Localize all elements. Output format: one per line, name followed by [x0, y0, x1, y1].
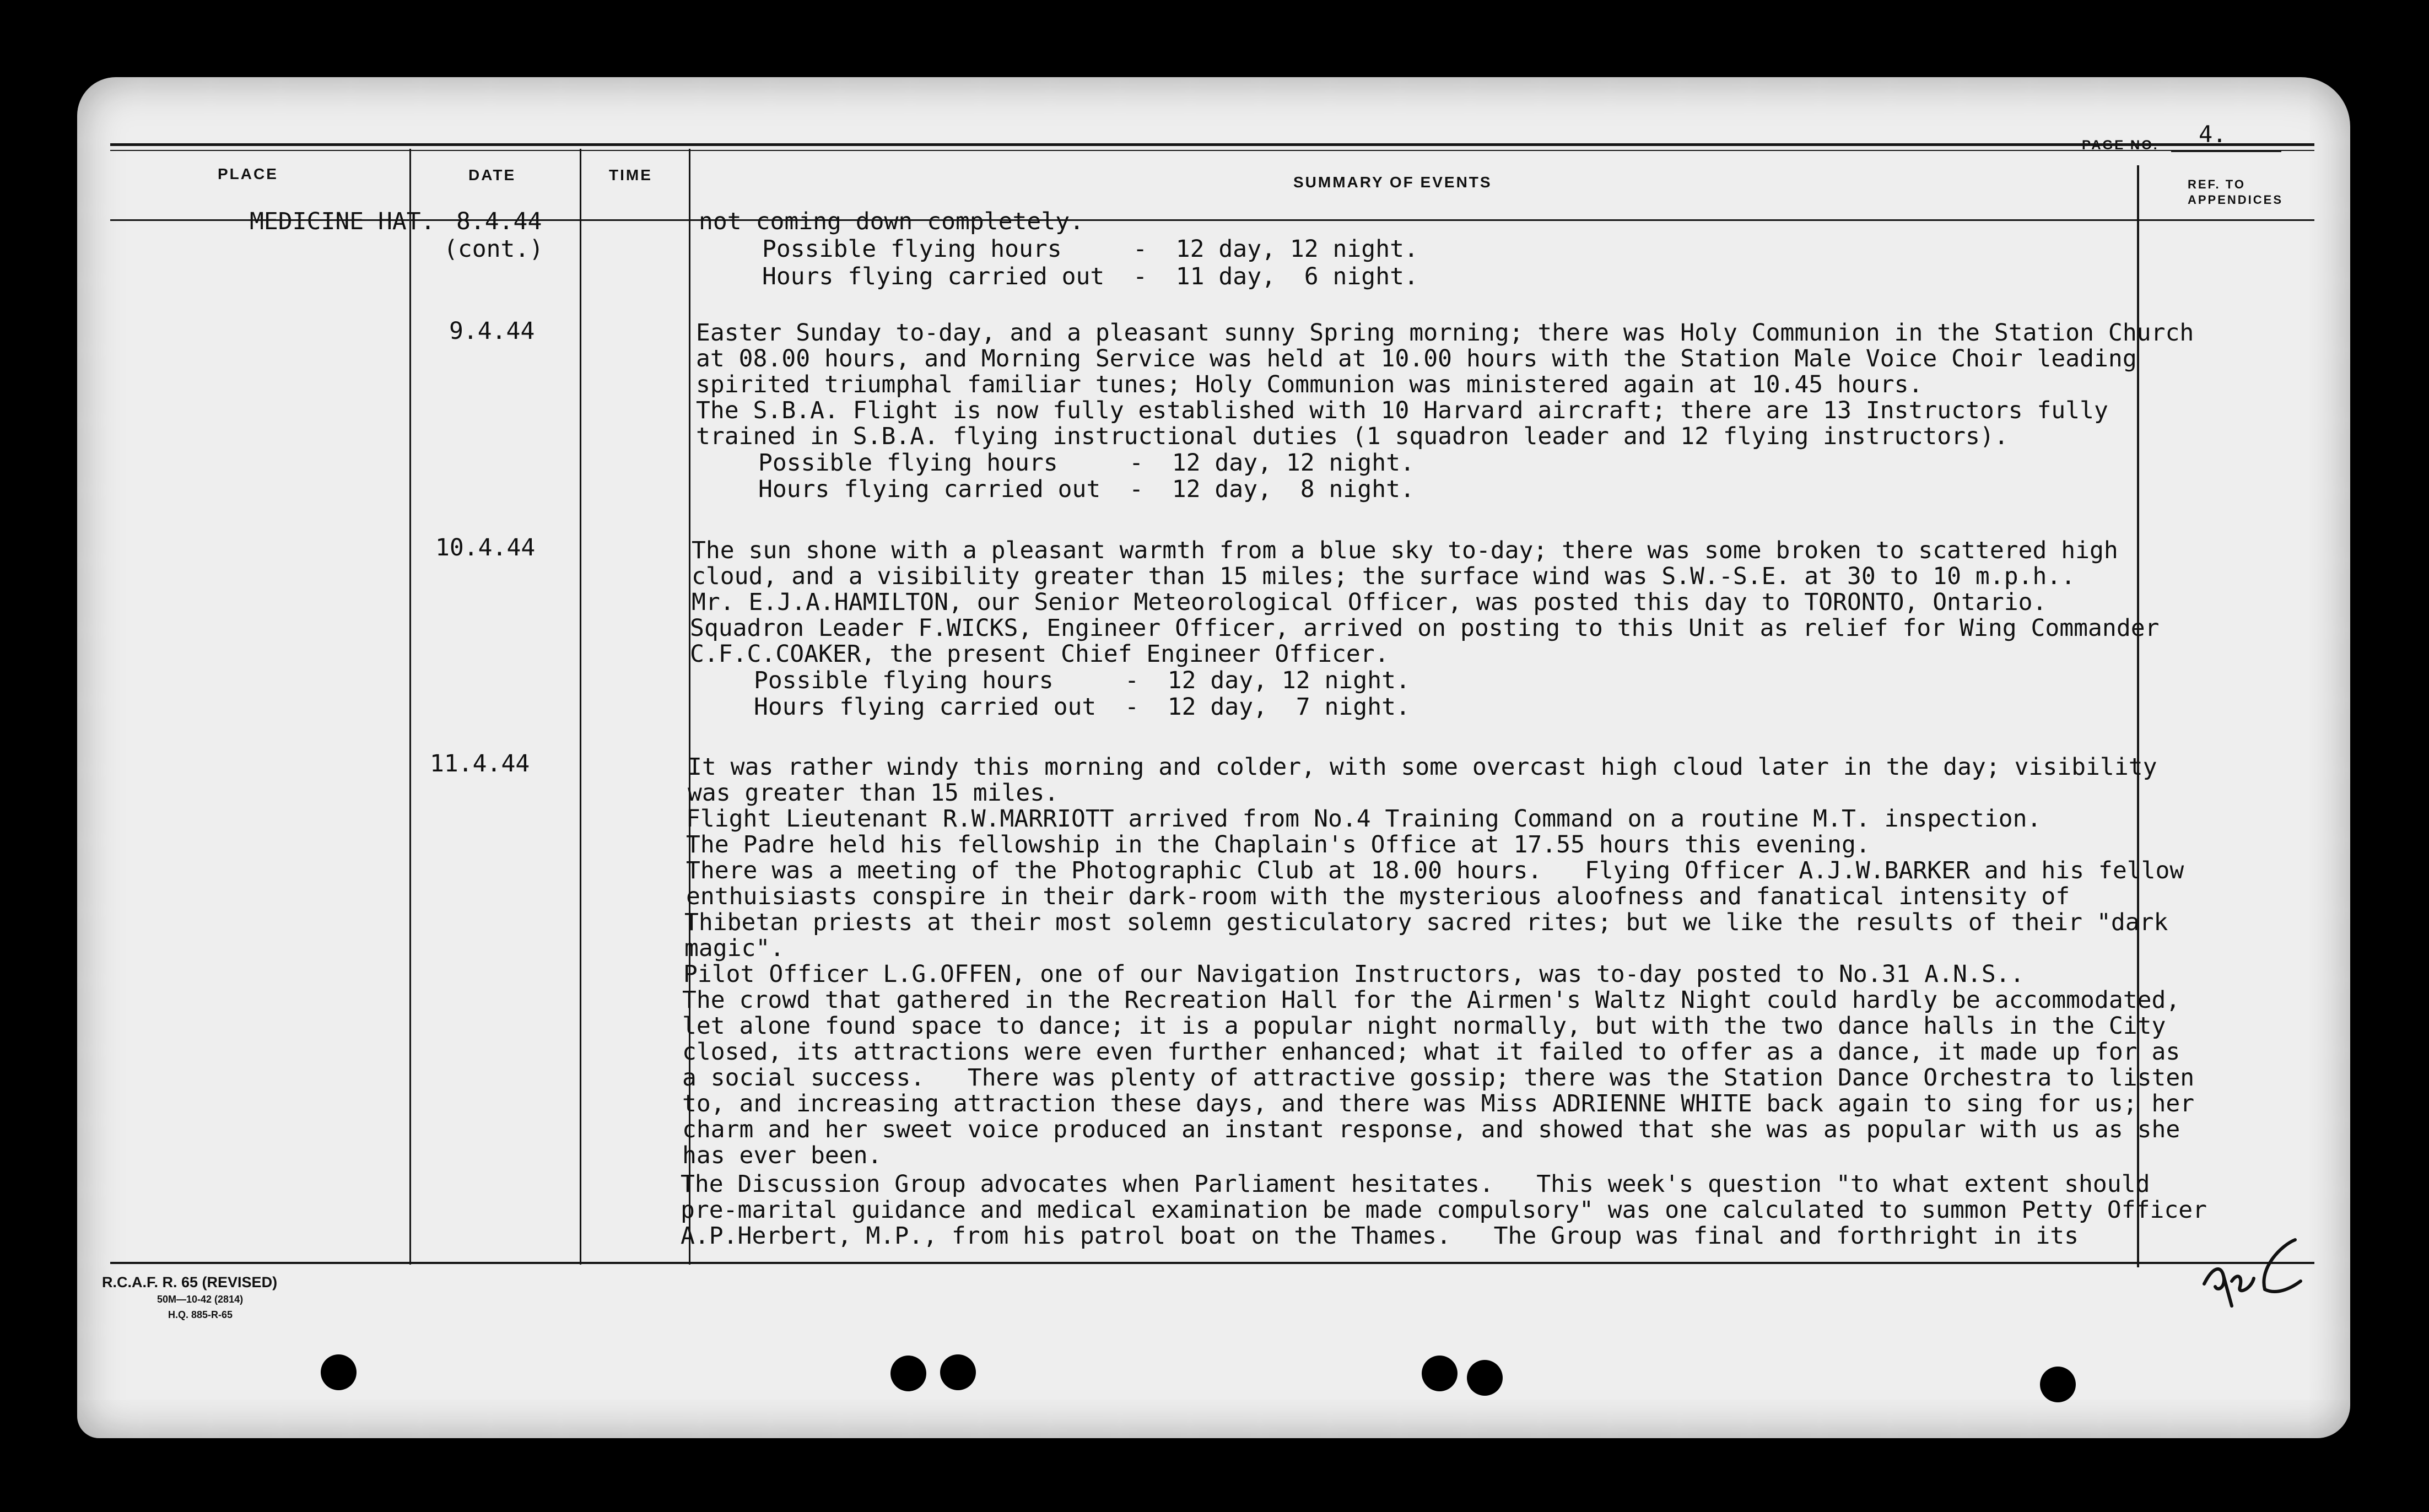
- entry-line: The Padre held his fellowship in the Chaplain's Office at 17.55 hours this evening.: [686, 831, 1870, 858]
- entry-line: closed, its attractions were even further enhanced; what it failed to offer as a dance, it made up for as: [682, 1038, 2180, 1066]
- entry-line: C.F.C.COAKER, the present Chief Engineer Officer.: [690, 640, 1389, 668]
- entry-line: charm and her sweet voice produced an instant response, and showed that she was as popular with us as she: [682, 1116, 2180, 1143]
- entry-line: spirited triumphal familiar tunes; Holy Communion was ministered again at 10.45 hours.: [696, 371, 1923, 398]
- entry-line: The crowd that gathered in the Recreation Hall for the Airmen's Waltz Night could hardly be accommodated,: [682, 986, 2180, 1014]
- punch-hole: [2040, 1367, 2076, 1402]
- entry-line: Possible flying hours - 12 day, 12 night.: [754, 667, 1410, 694]
- entry-line: cloud, and a visibility greater than 15 miles; the surface wind was S.W.-S.E. at 30 to 10 m.p.h..: [692, 563, 2076, 590]
- entry-line: pre-marital guidance and medical examination be made compulsory" was one calculated to summon Petty Officer: [681, 1196, 2207, 1224]
- date-10-4-44: 10.4.44: [435, 534, 536, 561]
- entry-line: to, and increasing attraction these days, and there was Miss ADRIENNE WHITE back again to sing for us; her: [682, 1090, 2195, 1117]
- entry-line: was greater than 15 miles.: [688, 779, 1059, 807]
- signature: [2199, 1234, 2314, 1311]
- header-bottom-rule: [110, 219, 2314, 221]
- entry-line: enthuisiasts conspire in their dark-room with the mysterious aloofness and fanatical intensity of: [686, 883, 2070, 910]
- top-rule: [110, 143, 2314, 146]
- punch-hole: [1422, 1356, 1458, 1391]
- entry-line: Possible flying hours - 12 day, 12 night.: [758, 449, 1415, 477]
- entry-line: Thibetan priests at their most solemn gesticulatory sacred rites; but we like the results of their "dark: [684, 909, 2168, 936]
- entry-line: Mr. E.J.A.HAMILTON, our Senior Meteorological Officer, was posted this day to TORONTO, Ontario.: [692, 588, 2047, 616]
- date-cont: (cont.): [444, 235, 544, 263]
- header-ref-to: REF. TO: [2188, 177, 2246, 191]
- column-divider-date: [580, 149, 581, 1265]
- entry-line: not coming down completely.: [699, 208, 1084, 235]
- entry-line: The S.B.A. Flight is now fully established with 10 Harvard aircraft; there are 13 Instructors fully: [696, 397, 2108, 424]
- entry-line: Flight Lieutenant R.W.MARRIOTT arrived from No.4 Training Command on a routine M.T. inspection.: [686, 805, 2042, 833]
- page-no-underline: [2171, 151, 2281, 152]
- header-appendices: APPENDICES: [2188, 193, 2284, 207]
- date-9-4-44: 9.4.44: [449, 317, 535, 345]
- entry-line: Pilot Officer L.G.OFFEN, one of our Navigation Instructors, was to-day posted to No.31 A.N.S..: [683, 960, 2025, 988]
- entry-line: It was rather windy this morning and colder, with some overcast high cloud later in the day; visibility: [688, 753, 2157, 781]
- form-number: R.C.A.F. R. 65 (REVISED): [102, 1274, 278, 1290]
- entry-line: has ever been.: [682, 1142, 882, 1169]
- date-11-4-44: 11.4.44: [430, 750, 530, 777]
- entry-line: Hours flying carried out - 12 day, 8 night.: [758, 476, 1415, 503]
- header-place: PLACE: [218, 165, 278, 182]
- form-hq-code: H.Q. 885-R-65: [168, 1309, 233, 1320]
- date-8-4-44: 8.4.44: [456, 208, 542, 235]
- entry-line: Possible flying hours - 12 day, 12 night.: [762, 235, 1418, 263]
- entry-line: at 08.00 hours, and Morning Service was held at 10.00 hours with the Station Male Voice Choir leading: [696, 345, 2137, 372]
- document-sheet: [77, 77, 2350, 1438]
- entry-line: The sun shone with a pleasant warmth from a blue sky to-day; there was some broken to scattered high: [692, 537, 2118, 564]
- entry-line: Squadron Leader F.WICKS, Engineer Officer, arrived on posting to this Unit as relief for Wing Commander: [690, 614, 2160, 642]
- punch-hole: [940, 1354, 976, 1390]
- punch-hole: [1467, 1360, 1503, 1396]
- entry-line: There was a meeting of the Photographic Club at 18.00 hours. Flying Officer A.J.W.BARKER and his fellow: [686, 857, 2184, 884]
- form-print-code: 50M—10-42 (2814): [157, 1294, 244, 1305]
- entry-line: Easter Sunday to-day, and a pleasant sunny Spring morning; there was Holy Communion in the Station Church: [696, 319, 2194, 347]
- top-rule-thin: [110, 150, 2314, 151]
- entry-line: The Discussion Group advocates when Parliament hesitates. This week's question "to what extent should: [681, 1170, 2150, 1198]
- place-name: MEDICINE HAT.: [250, 208, 435, 235]
- entry-line: magic".: [684, 935, 785, 962]
- entry-line: Hours flying carried out - 11 day, 6 night.: [762, 263, 1418, 290]
- header-time: TIME: [609, 166, 652, 183]
- column-divider-place: [409, 149, 411, 1265]
- entry-line: trained in S.B.A. flying instructional duties (1 squadron leader and 12 flying instructors).: [696, 423, 2009, 450]
- page-no-value: 4.: [2199, 121, 2227, 148]
- page-no-label: PAGE NO.: [2082, 138, 2159, 153]
- punch-hole: [321, 1354, 357, 1390]
- entry-line: Hours flying carried out - 12 day, 7 night.: [754, 693, 1410, 721]
- footer-rule: [110, 1262, 2314, 1264]
- header-summary: SUMMARY OF EVENTS: [1293, 174, 1492, 191]
- header-date: DATE: [468, 166, 516, 183]
- entry-line: a social success. There was plenty of attractive gossip; there was the Station Dance Orchestra to listen: [682, 1064, 2195, 1092]
- entry-line: let alone found space to dance; it is a popular night normally, but with the two dance halls in the City: [682, 1012, 2166, 1040]
- punch-hole: [890, 1356, 926, 1391]
- entry-line: A.P.Herbert, M.P., from his patrol boat on the Thames. The Group was final and forthright in its: [681, 1222, 2079, 1250]
